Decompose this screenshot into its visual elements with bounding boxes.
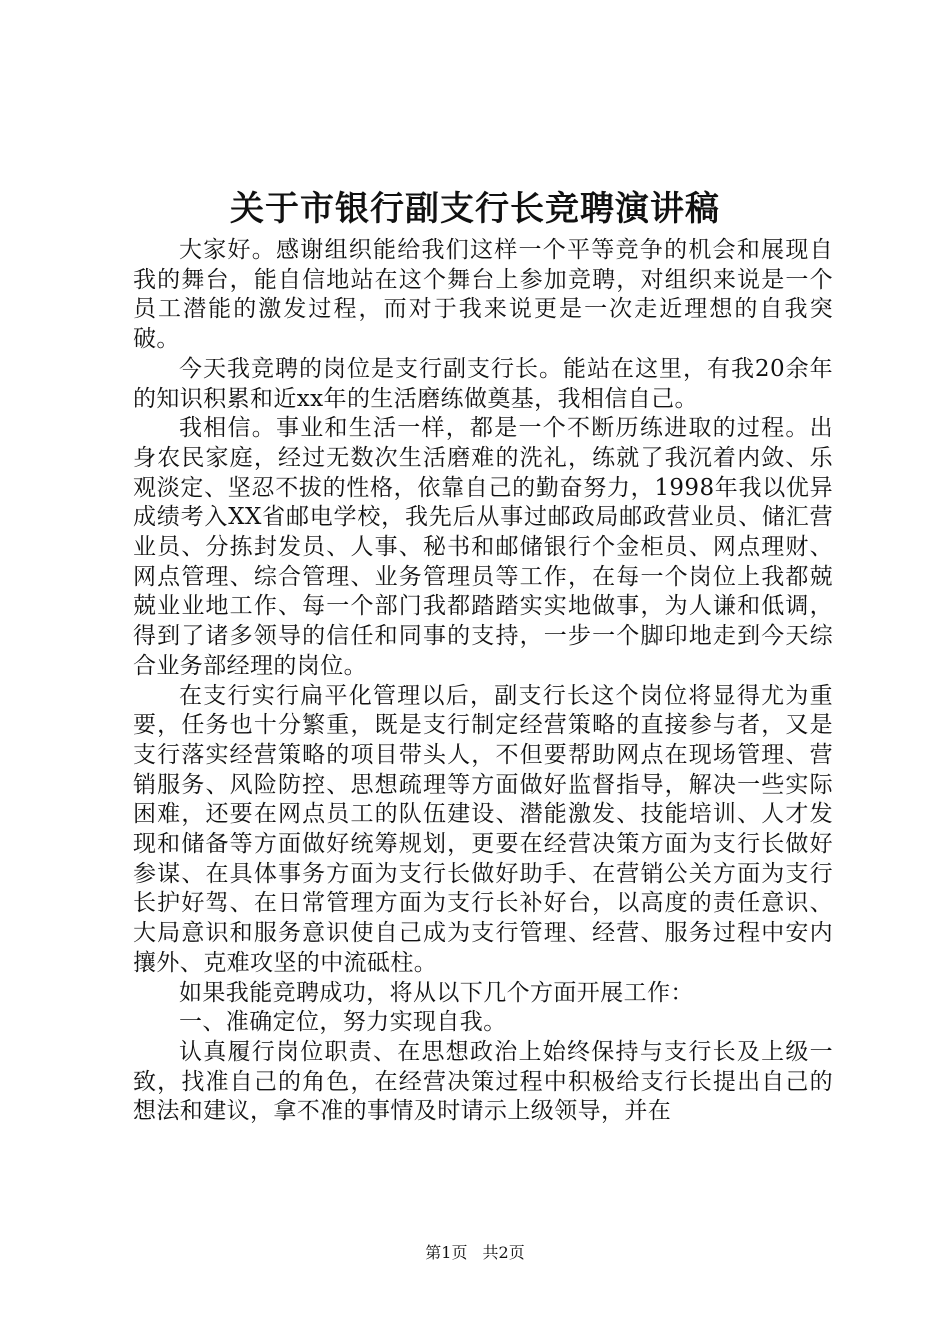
paragraph-greeting: 大家好。感谢组织能给我们这样一个平等竞争的机会和展现自我的舞台，能自信地站在这个舞台上参加竞聘，对组织来说是一个员工潜能的激发过程，而对于我来说更是一次走近理想的自我突破。 [133, 237, 833, 353]
page-total: 共2页 [482, 1243, 525, 1262]
document-body [133, 236, 833, 1127]
page-number: 第1页 [425, 1243, 468, 1262]
document-title: 关于市银行副支行长竞聘演讲稿 [230, 189, 720, 229]
paragraph-duties: 认真履行岗位职责、在思想政治上始终保持与支行长及上级一致，找准自己的角色，在经营决策过程中积极给支行长提出自己的想法和建议，拿不准的事情及时请示上级领导，并在 [133, 1038, 833, 1125]
section-heading-1: 一、准确定位，努力实现自我。 [179, 1009, 507, 1036]
paragraph-experience: 我相信。事业和生活一样，都是一个不断历练进取的过程。出身农民家庭，经过无数次生活磨难的洗礼，练就了我沉着内敛、乐观淡定、坚忍不拔的性格，依靠自己的勤奋努力，1998年我以优异成绩考入XX省邮电学校，我先后从事过邮政局邮政营业员、储汇营业员、分拣封发员、人事、秘书和邮储银行个金柜员、网点理财、网点管理、综合管理、业务管理员等工作，在每一个岗位上我都兢兢业业地工作、每一个部门我都踏踏实实地做事，为人谦和低调，得到了诸多领导的信任和同事的支持，一步一个脚印地走到今天综合业务部经理的岗位。 [133, 415, 833, 679]
paragraph-work-plan-intro: 如果我能竞聘成功，将从以下几个方面开展工作： [179, 979, 694, 1006]
page-footer [0, 1241, 950, 1265]
paragraph-role-importance: 在支行实行扁平化管理以后，副支行长这个岗位将显得尤为重要，任务也十分繁重，既是支行制定经营策略的直接参与者，又是支行落实经营策略的项目带头人，不但要帮助网点在现场管理、营销服务、风险防控、思想疏理等方面做好监督指导，解决一些实际困难，还要在网点员工的队伍建设、潜能激发、技能培训、人才发现和储备等方面做好统筹规划，更要在经营决策方面为支行长做好参谋、在具体事务方面为支行长做好助手、在营销公关方面为支行长护好驾、在日常管理方面为支行长补好台，以高度的责任意识、大局意识和服务意识使自己成为支行管理、经营、服务过程中安内攘外、克难攻坚的中流砥柱。 [133, 682, 833, 976]
paragraph-position: 今天我竞聘的岗位是支行副支行长。能站在这里，有我20余年的知识积累和近xx年的生活磨练做奠基，我相信自己。 [133, 355, 833, 412]
